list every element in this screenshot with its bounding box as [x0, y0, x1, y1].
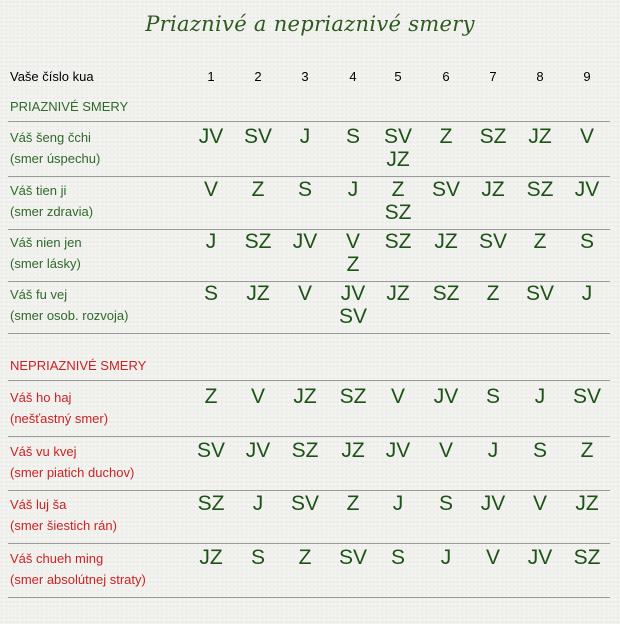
direction-cell: JV — [292, 230, 318, 253]
row-description: (smer piatich duchov) — [10, 465, 135, 480]
direction-cell: J — [440, 546, 452, 569]
divider — [8, 597, 610, 598]
direction-cell: JZ — [199, 546, 223, 569]
row-name: Váš šeng čchi — [10, 130, 91, 145]
kua-number-1: 1 — [207, 69, 215, 84]
direction-cell: V — [390, 385, 405, 408]
direction-cell: J — [487, 439, 499, 462]
favorable-row-label — [10, 284, 128, 326]
kua-header-label: Vaše číslo kua — [10, 69, 94, 84]
direction-cell: JV — [198, 125, 224, 148]
row-description: (smer osob. rozvoja) — [10, 308, 129, 323]
direction-cell: S — [203, 282, 218, 305]
direction-cell: S — [438, 492, 453, 515]
page-title: Priaznivé a nepriaznivé smery — [145, 12, 475, 36]
row-description: (nešťastný smer) — [10, 411, 109, 426]
direction-cell: JZ — [341, 439, 365, 462]
direction-cell: JZ — [246, 282, 270, 305]
direction-cell: JZ — [528, 125, 552, 148]
row-description: (smer zdravia) — [10, 204, 94, 219]
direction-cell: SZ — [339, 385, 367, 408]
divider — [8, 436, 610, 437]
row-name: Váš fu vej — [10, 287, 68, 302]
kua-number-3: 3 — [301, 69, 309, 84]
divider — [8, 121, 610, 122]
row-description: (smer úspechu) — [10, 151, 101, 166]
direction-cell: JV — [527, 546, 553, 569]
direction-cell: V — [532, 492, 547, 515]
direction-cell: J — [252, 492, 264, 515]
direction-cell: JZ — [434, 230, 458, 253]
row-name: Váš ho haj — [10, 390, 72, 405]
direction-cell: Z — [439, 125, 453, 148]
favorable-row-label — [10, 232, 82, 274]
direction-cell: SV JZ — [383, 125, 412, 171]
direction-cell: Z SZ — [384, 178, 412, 224]
row-name: Váš luj ša — [10, 497, 67, 512]
direction-cell: V — [250, 385, 265, 408]
direction-cell: S — [485, 385, 500, 408]
row-description: (smer absolútnej straty) — [10, 572, 146, 587]
direction-cell: J — [534, 385, 546, 408]
kua-number-2: 2 — [254, 69, 262, 84]
direction-cell: JV — [574, 178, 600, 201]
direction-cell: SV — [572, 385, 601, 408]
direction-cell: S — [345, 125, 360, 148]
direction-cell: V — [485, 546, 500, 569]
direction-cell: S — [297, 178, 312, 201]
favorable-row-label — [10, 180, 93, 222]
direction-cell: J — [392, 492, 404, 515]
direction-cell: JV — [480, 492, 506, 515]
direction-cell: V — [203, 178, 218, 201]
direction-cell: J — [205, 230, 217, 253]
direction-cell: SZ — [432, 282, 460, 305]
direction-cell: JZ — [293, 385, 317, 408]
direction-cell: SZ — [197, 492, 225, 515]
divider — [8, 176, 610, 177]
direction-cell: SZ — [291, 439, 319, 462]
direction-cell: SZ — [479, 125, 507, 148]
direction-cell: S — [579, 230, 594, 253]
favorable-row-label — [10, 127, 100, 169]
divider — [8, 490, 610, 491]
unfavorable-row-label — [10, 494, 117, 536]
direction-cell: JZ — [481, 178, 505, 201]
direction-cell: J — [581, 282, 593, 305]
divider — [8, 333, 610, 334]
unfavorable-row-label — [10, 548, 146, 590]
row-name: Váš vu kvej — [10, 444, 77, 459]
direction-cell: V — [579, 125, 594, 148]
kua-number-4: 4 — [349, 69, 357, 84]
direction-cell: J — [347, 178, 359, 201]
unfavorable-row-label — [10, 441, 134, 483]
direction-cell: SV — [478, 230, 507, 253]
direction-cell: SV — [525, 282, 554, 305]
direction-cell: Z — [204, 385, 218, 408]
direction-cell: SV — [290, 492, 319, 515]
direction-cell: Z — [346, 492, 360, 515]
direction-cell: Z — [580, 439, 594, 462]
direction-cell: Z — [251, 178, 265, 201]
row-description: (smer šiestich rán) — [10, 518, 117, 533]
kua-number-5: 5 — [394, 69, 402, 84]
kua-number-6: 6 — [442, 69, 450, 84]
direction-cell: JV — [245, 439, 271, 462]
direction-cell: SZ — [384, 230, 412, 253]
row-description: (smer lásky) — [10, 256, 81, 271]
divider — [8, 380, 610, 381]
direction-cell: SV — [431, 178, 460, 201]
direction-cell: JV SV — [338, 282, 367, 328]
direction-cell: V — [438, 439, 453, 462]
direction-cell: SV — [196, 439, 225, 462]
direction-cell: JV — [385, 439, 411, 462]
direction-cell: Z — [298, 546, 312, 569]
favorable-section-title: PRIAZNIVÉ SMERY — [10, 99, 129, 114]
direction-cell: Z — [533, 230, 547, 253]
direction-cell: S — [532, 439, 547, 462]
direction-cell: JZ — [386, 282, 410, 305]
direction-cell: S — [390, 546, 405, 569]
direction-cell: SZ — [573, 546, 601, 569]
direction-cell: JZ — [575, 492, 599, 515]
row-name: Váš nien jen — [10, 235, 82, 250]
kua-number-9: 9 — [583, 69, 591, 84]
kua-number-7: 7 — [489, 69, 497, 84]
direction-cell: JV — [433, 385, 459, 408]
row-name: Váš chueh ming — [10, 551, 104, 566]
direction-cell: V — [297, 282, 312, 305]
direction-cell: J — [299, 125, 311, 148]
direction-cell: SZ — [244, 230, 272, 253]
direction-cell: V Z — [345, 230, 360, 276]
direction-cell: SV — [338, 546, 367, 569]
unfavorable-row-label — [10, 387, 108, 429]
unfavorable-section-title: NEPRIAZNIVÉ SMERY — [10, 358, 147, 373]
direction-cell: SV — [243, 125, 272, 148]
kua-number-8: 8 — [536, 69, 544, 84]
direction-cell: S — [250, 546, 265, 569]
row-name: Váš tien ji — [10, 183, 67, 198]
divider — [8, 543, 610, 544]
direction-cell: Z — [486, 282, 500, 305]
direction-cell: SZ — [526, 178, 554, 201]
